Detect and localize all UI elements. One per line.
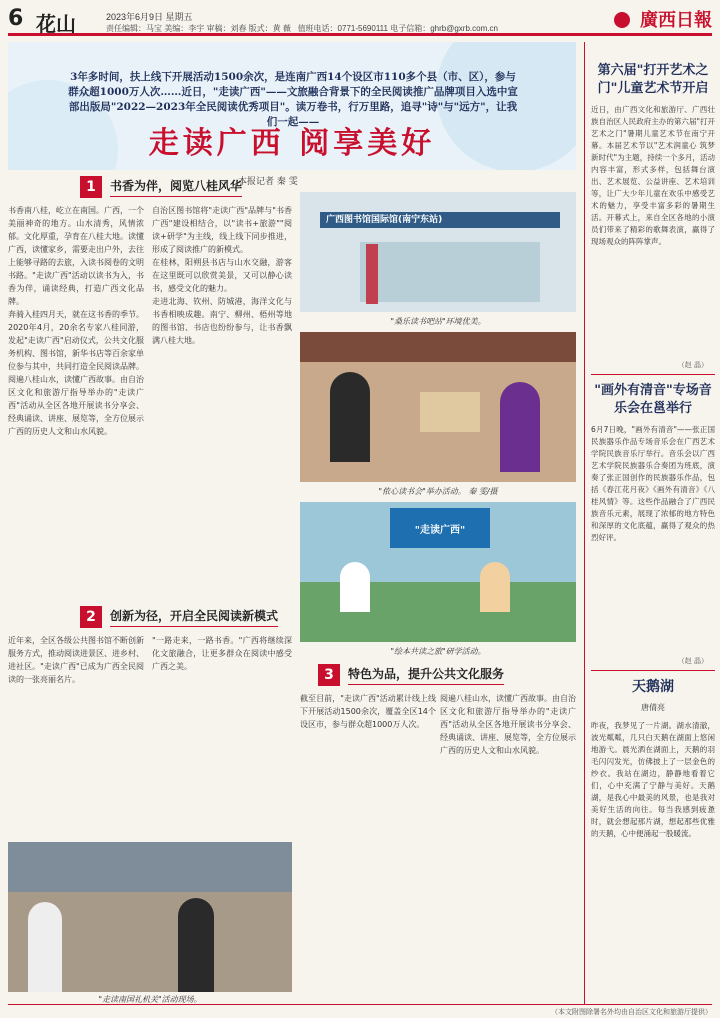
article-author: 唐倩亮 (641, 703, 665, 712)
paragraph: 自治区图书馆将"走读广西"品牌与"书香广西"建设相结合，以"读书+旅游""阅读+研学"为主线，线上线下同步推进，形成了阅读推广的新模式。 (152, 206, 292, 254)
photo-caption: "桑乐读书吧站"环境优美。 (390, 317, 486, 326)
text-column (152, 634, 292, 834)
table (420, 392, 480, 432)
section-heading-3 (318, 664, 504, 686)
stage-banner: "走读广西" (390, 508, 490, 548)
page-number: 6 (8, 6, 24, 31)
child (340, 562, 370, 612)
article-source: （赵 晶） (677, 361, 708, 369)
section-heading-1 (80, 176, 242, 198)
paragraph: 书香南八桂，屹立在南国。广西，一个美丽神奇的地方。山水清秀，风情浓郁。文化厚重，孕育在八桂大地。读懂广西，读懂家乡，需要走出户外，去往上能够寻路的去旅，入读书阅卷的文明书路。"走读广西"活动以读书为入，书香为伴，诵读经典，打造广西文化品牌。 (8, 206, 144, 306)
staff-list: 责任编辑：马宝 美编：李宇 审稿：刘春 版式：黄 薇 (106, 24, 291, 33)
person (178, 898, 214, 992)
text-column (440, 692, 576, 992)
divider (591, 670, 715, 671)
bookshelf (360, 242, 540, 302)
paragraph: 奔骑入桂四月天，就在这书香的季节。2020年4月，20余名专家八桂同游，发起"走读广西"启动仪式，公共文化服务机构、图书馆，新华书店等百余家单位参与其中，共同打造全民阅读品牌。 (8, 310, 144, 371)
paragraph: 阅遍八桂山水，读懂广西故事。由自治区文化和旅游厅指导举办的"走读广西"活动从全区各地开展读书分享会、经典诵读、讲座、展览等，全方位展示广西的历史人文和山水风貌。 (8, 375, 144, 436)
section-number: 3 (318, 664, 340, 686)
child (480, 562, 510, 612)
contact-info: 值班电话：0771-5690111 电子信箱：ghrb@gxrb.com.cn (297, 24, 498, 33)
issue-date: 2023年6月9日 星期五 (106, 12, 193, 22)
text-column (300, 692, 436, 992)
sidebar-article-text: 昨夜，我梦见了一片湖。湖水清澈，波光粼粼，几只白天鹅在湖面上悠闲地游弋。晨光洒在湖面上，天鹅的羽毛闪闪发光，仿佛披上了一层金色的纱衣。我站在湖边，静静地看着它们，心中充满了宁静与美好。天鹅湖，是我心中最美的风景，也是我对美好生活的向往。每当我感到疲惫时，就会想起那片湖，想起那些优雅的天鹅，心中便涌起一股暖流。 (591, 721, 715, 838)
feature-lead: 3年多时间，扶上线下开展活动1500余次，是连南广西14个设区市110多个县（市、区），参与群众超1000万人次……近日，"走读广西"——文旅融合背景下的全民阅读推广品牌项目入选中宣部出版局"2022—2023年全民阅读优秀项目"。读万卷书，行万里路，追寻"诗"与"远方"，让我们一起—— (68, 71, 518, 128)
sidebar-article-text: 近日，由广西文化和旅游厅、广西壮族自治区人民政府主办的第六届"打开艺术之门"暑期儿童艺术节在南宁开幕。本届艺术节以"艺术润童心 筑梦新时代"为主题，持续一个多月，活动内容丰富，形式多样，包括舞台演出、艺术展览、公益讲座、艺术培训等，让广大少年儿童在欢乐中感受艺术的魅力，享受丰富多彩的暑期生活。开幕式上，来自全区各地的小演员们带来了精彩的歌舞表演，赢得了现场观众的阵阵掌声。 (591, 105, 715, 246)
sidebar-article-title: "画外有清音"专场音乐会在邕举行 (594, 383, 712, 416)
person (500, 382, 540, 472)
paragraph: 近年来，全区各级公共图书馆不断创新服务方式，推动阅读进景区、进乡村、进社区。"走读广西"已成为广西全民阅读的一张亮丽名片。 (8, 636, 144, 684)
section-title: 特色为品，提升公共文化服务 (348, 665, 504, 685)
text-column (152, 204, 292, 604)
staff-credits (106, 23, 498, 34)
photo-caption: "绘本共读之旅"研学活动。 (390, 647, 486, 656)
photo-caption: "侬心读书会"举办活动。 秦 雯/摄 (378, 487, 498, 496)
newspaper-logo (614, 6, 712, 32)
paragraph: 截至目前，"走读广西"活动累计线上线下开展活动1500余次，覆盖全区14个设区市，参与群众超1000万人次。 (300, 694, 436, 729)
masthead (8, 6, 712, 36)
sidebar (584, 42, 715, 1004)
section-heading-2 (80, 606, 278, 628)
text-column (8, 204, 144, 604)
paragraph: 阅遍八桂山水，读懂广西故事。由自治区文化和旅游厅指导举办的"走读广西"活动从全区各地开展读书分享会、经典诵读、讲座、展览等，全方位展示广西的历史人文和山水风貌。 (440, 694, 576, 755)
section-number: 2 (80, 606, 102, 628)
library-sign: 广西图书馆国际馆(南宁东站) (320, 212, 560, 228)
logo-text: 廣西日報 (640, 10, 712, 31)
building (8, 842, 292, 892)
feature-banner (8, 42, 576, 170)
section-title: 创新为径，开启全民阅读新模式 (110, 607, 278, 627)
photo-caption: "走读南国礼机关"活动现场。 (98, 995, 202, 1004)
footer-note: （本文附图除署名外均由自治区文化和旅游厅提供） (8, 1004, 712, 1017)
sidebar-article-title: 天鹅湖 (632, 679, 674, 695)
backdrop (300, 332, 576, 362)
paragraph: 在桂林，阳朔县书店与山水交融，游客在这里既可以欣赏美景，又可以静心读书，感受文化的魅力。 (152, 258, 292, 293)
paragraph: "一路走来，一路书香。"广西将继续深化文旅融合，让更多群众在阅读中感受广西之美。 (152, 636, 292, 671)
person (330, 372, 370, 462)
photo-reading-club (300, 332, 576, 482)
logo-icon (614, 12, 630, 28)
person (366, 244, 378, 304)
person (28, 902, 62, 992)
byline: 本报记者 秦 雯 (238, 177, 298, 187)
paragraph: 走进北海、钦州、防城港，海洋文化与书香相映成趣。南宁、柳州、梧州等地的图书馆、书店也纷纷参与，让书香飘满八桂大地。 (152, 297, 292, 345)
section-number: 1 (80, 176, 102, 198)
text-column (8, 634, 144, 834)
divider (591, 374, 715, 375)
sidebar-article-title: 第六届"打开艺术之门"儿童艺术节开启 (597, 63, 709, 96)
sidebar-article-text: 6月7日晚，"画外有清音"——张正国民族器乐作品专场音乐会在广西艺术学院民族音乐厅举行。音乐会以广西艺术学院民族器乐合奏团为班底，演奏了张正国创作的民族器乐作品，包括《春江花月夜》《画外有清音》《八桂风情》等。这些作品融合了广西民族音乐元素，展现了浓郁的地方特色和深厚的文化底蕴，赢得了观众的热烈好评。 (591, 425, 715, 542)
feature-article (8, 42, 576, 1004)
section-name: 花山 (36, 12, 76, 36)
photo-activity (8, 842, 292, 992)
photo-library (300, 192, 576, 312)
feature-title: 走读广西 阅享美好 (148, 126, 436, 161)
article-source: （赵 晶） (677, 657, 708, 665)
photo-picture-book (300, 502, 576, 642)
section-title: 书香为伴，阅览八桂风华 (110, 177, 242, 197)
